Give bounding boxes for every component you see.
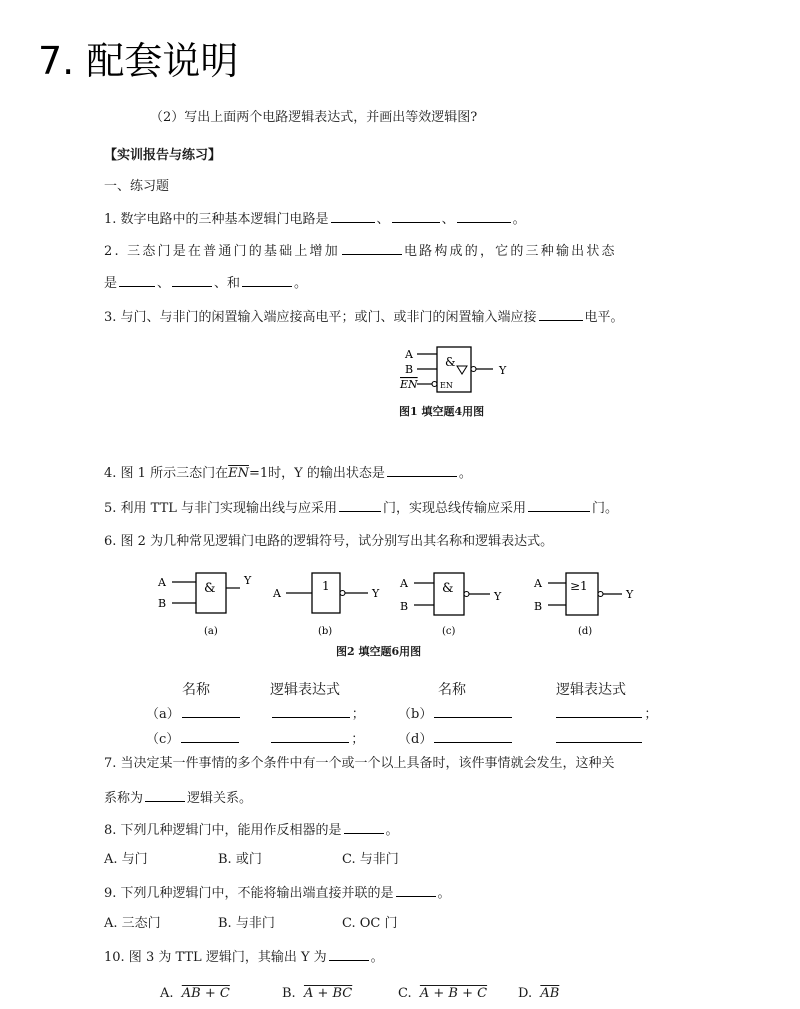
table-header-name-left: 名称 xyxy=(182,682,210,698)
separator: 、和 xyxy=(214,276,241,291)
gate-b-symbol: 1 xyxy=(322,579,330,593)
semicolon: ； xyxy=(351,707,365,722)
separator: 、 xyxy=(441,212,455,227)
answer-blank[interactable] xyxy=(329,946,369,961)
question-3-text: 3. 与门、与非门的闲置输入端应接高电平；或门、或非门的闲置输入端应接 xyxy=(104,310,537,325)
row-label-c: （c） xyxy=(146,732,180,747)
gate-a-output: Y xyxy=(244,574,252,587)
gate-d-label: (d) xyxy=(578,626,593,637)
question-intro: （2）写出上面两个电路逻辑表达式，并画出等效逻辑图? xyxy=(150,110,478,125)
answer-blank[interactable] xyxy=(272,703,350,718)
table-header-name-right: 名称 xyxy=(438,682,466,698)
gate-c xyxy=(399,573,502,637)
gate-d-output: Y xyxy=(626,588,634,601)
page-title: 7. 配套说明 xyxy=(38,39,239,83)
question-2-text: 是 xyxy=(104,276,118,291)
row-label-a: （a） xyxy=(146,707,180,722)
question-4 xyxy=(104,462,472,484)
q9-option-b[interactable]: B. 与非门 xyxy=(218,916,275,931)
answer-blank[interactable] xyxy=(172,272,212,287)
gate-b-input-a: A xyxy=(273,587,281,600)
table-row-b xyxy=(398,703,657,725)
q10-option-a[interactable] xyxy=(160,984,230,1004)
answer-blank[interactable] xyxy=(339,497,381,512)
fig1-enable-inside-label: EN xyxy=(440,381,453,390)
section-heading: 【实训报告与练习】 xyxy=(104,148,222,163)
question-3 xyxy=(104,306,624,328)
semicolon: ； xyxy=(351,732,365,747)
period: 。 xyxy=(437,886,451,901)
gate-c-label: (c) xyxy=(442,626,456,637)
gate-d-symbol: ≥1 xyxy=(570,579,588,593)
question-2-line-1 xyxy=(104,240,617,262)
question-1 xyxy=(104,208,526,230)
question-7-text-continued: 逻辑关系。 xyxy=(187,791,253,806)
gate-a-symbol: & xyxy=(204,581,216,596)
answer-blank[interactable] xyxy=(331,208,375,223)
answer-blank[interactable] xyxy=(145,787,185,802)
option-letter: C. xyxy=(398,986,412,1001)
question-4-text: 4. 图 1 所示三态门在 xyxy=(104,466,229,481)
gate-c-input-b: B xyxy=(400,600,409,613)
fig1-input-a-label: A xyxy=(405,348,413,361)
gate-d xyxy=(533,573,634,637)
table-row-d xyxy=(398,728,644,750)
question-2-text: 2. 三态门是在普通门的基础上增加 xyxy=(104,244,340,259)
period: 。 xyxy=(370,950,384,965)
question-9-text: 9. 下列几种逻辑门中，不能将输出端直接并联的是 xyxy=(104,886,394,901)
q9-option-c[interactable]: C. OC 门 xyxy=(342,916,398,931)
option-expression: $\overline{AB}$ xyxy=(540,986,560,1001)
gate-a-input-b: B xyxy=(158,597,167,610)
answer-blank[interactable] xyxy=(181,728,239,743)
question-7-line-2 xyxy=(104,787,252,809)
period: 。 xyxy=(294,276,308,291)
answer-blank[interactable] xyxy=(392,208,440,223)
figure-1-caption: 图1 填空题4用图 xyxy=(399,405,485,418)
semicolon: ； xyxy=(644,707,658,722)
answer-blank[interactable] xyxy=(434,728,512,743)
row-label-b: （b） xyxy=(398,707,433,722)
answer-blank[interactable] xyxy=(387,462,457,477)
option-letter: B. xyxy=(282,986,296,1001)
question-10-text: 10. 图 3 为 TTL 逻辑门，其输出 Y 为 xyxy=(104,950,327,965)
fig1-gate-symbol: & xyxy=(445,355,456,369)
option-expression: AB + C xyxy=(181,986,230,1001)
answer-blank[interactable] xyxy=(556,703,642,718)
answer-blank[interactable] xyxy=(396,882,436,897)
gate-d-input-b: B xyxy=(534,600,543,613)
gate-b xyxy=(272,573,380,637)
answer-blank[interactable] xyxy=(342,240,402,255)
separator: 、 xyxy=(376,212,390,227)
answer-blank[interactable] xyxy=(457,208,511,223)
question-8-text: 8. 下列几种逻辑门中，能用作反相器的是 xyxy=(104,823,342,838)
q10-option-b[interactable] xyxy=(282,984,352,1004)
gate-b-output: Y xyxy=(372,587,380,600)
answer-blank[interactable] xyxy=(182,703,240,718)
gate-a-label: (a) xyxy=(204,626,218,637)
question-10 xyxy=(104,946,384,968)
table-header-expr-left: 逻辑表达式 xyxy=(270,682,340,698)
gate-c-input-a: A xyxy=(400,577,408,590)
question-7-text: 系称为 xyxy=(104,791,144,806)
table-row-a xyxy=(146,703,365,725)
question-2-text-continued: 电路构成的，它的三种输出状态 xyxy=(403,244,617,259)
enable-overbar: $\overline{EN}$ xyxy=(228,466,249,481)
gate-c-symbol: & xyxy=(442,581,454,596)
row-label-d: （d） xyxy=(398,732,433,747)
gate-d-input-a: A xyxy=(534,577,542,590)
answer-blank[interactable] xyxy=(344,819,384,834)
gate-c-output: Y xyxy=(494,590,502,603)
figure-2-caption: 图2 填空题6用图 xyxy=(336,645,422,658)
answer-blank[interactable] xyxy=(242,272,292,287)
q8-option-c[interactable]: C. 与非门 xyxy=(342,852,399,867)
question-5-text-continued: 门，实现总线传输应采用 xyxy=(383,501,527,516)
question-2-line-2 xyxy=(104,272,307,294)
q8-option-a[interactable]: A. 与门 xyxy=(104,852,148,867)
answer-blank[interactable] xyxy=(119,272,155,287)
option-expression: A + BC xyxy=(303,986,353,1001)
question-5 xyxy=(104,497,618,519)
period: 。 xyxy=(385,823,399,838)
period: 。 xyxy=(512,212,526,227)
q8-option-b[interactable]: B. 或门 xyxy=(218,852,262,867)
gate-b-label: (b) xyxy=(318,626,333,637)
answer-blank[interactable] xyxy=(539,306,583,321)
table-row-c xyxy=(146,728,364,750)
gate-a xyxy=(157,573,252,637)
question-5-text: 5. 利用 TTL 与非门实现输出线与应采用 xyxy=(104,501,338,516)
question-3-end: 电平。 xyxy=(584,310,624,325)
answer-blank[interactable] xyxy=(528,497,590,512)
part-heading: 一、练习题 xyxy=(104,179,170,194)
option-letter: A. xyxy=(160,986,174,1001)
period: 。 xyxy=(458,466,472,481)
fig1-output-label: Y xyxy=(499,364,507,377)
question-8 xyxy=(104,819,399,841)
option-expression: A + B + C xyxy=(419,986,488,1001)
option-letter: D. xyxy=(518,986,533,1001)
gate-a-input-a: A xyxy=(158,576,166,589)
question-1-text: 1. 数字电路中的三种基本逻辑门电路是 xyxy=(104,212,329,227)
separator: 、 xyxy=(157,276,171,291)
q9-option-a[interactable]: A. 三态门 xyxy=(104,916,161,931)
question-5-end: 门。 xyxy=(592,501,619,516)
q10-option-c[interactable] xyxy=(398,984,487,1004)
question-6: 6. 图 2 为几种常见逻辑门电路的逻辑符号，试分别写出其名称和逻辑表达式。 xyxy=(104,534,554,549)
table-header-expr-right: 逻辑表达式 xyxy=(556,682,626,698)
q10-option-d[interactable] xyxy=(518,984,559,1004)
question-7-line-1: 7. 当决定某一件事情的多个条件中有一个或一个以上具备时，该件事情就会发生，这种关 xyxy=(104,756,615,771)
question-9 xyxy=(104,882,451,904)
answer-blank[interactable] xyxy=(434,703,512,718)
figure-1-tristate-gate xyxy=(395,344,525,396)
figure-2-logic-gates xyxy=(150,570,670,642)
fig1-enable-label: EN xyxy=(400,378,418,391)
question-4-text-continued: =1时，Y 的输出状态是 xyxy=(248,466,385,481)
answer-blank[interactable] xyxy=(271,728,349,743)
answer-blank[interactable] xyxy=(556,728,642,743)
fig1-input-b-label: B xyxy=(405,363,414,376)
